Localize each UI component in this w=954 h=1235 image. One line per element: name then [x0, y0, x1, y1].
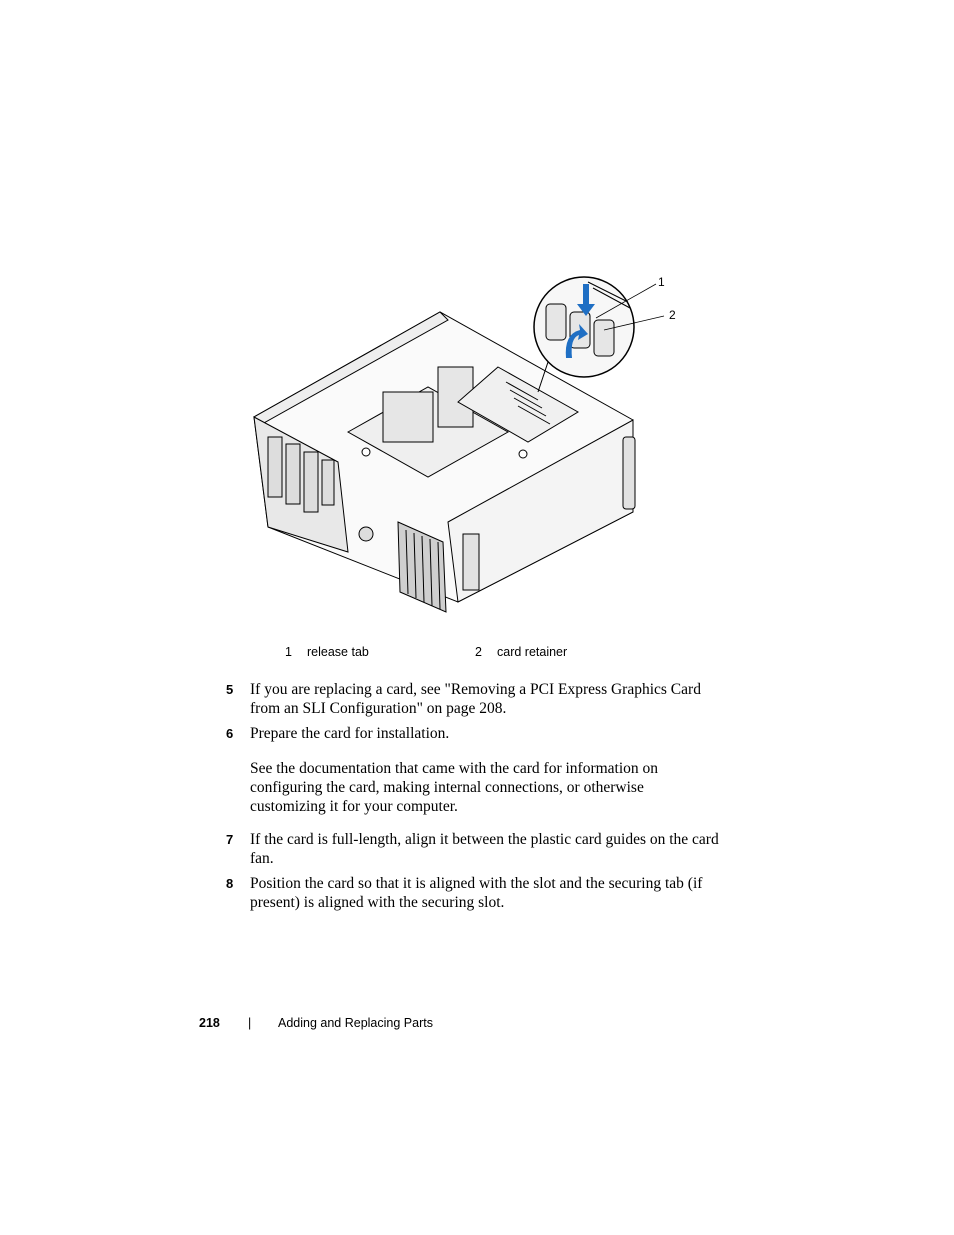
legend-item-card-retainer — [475, 645, 567, 659]
callout-number-2: 2 — [669, 308, 676, 322]
step-text: Prepare the card for installation. — [250, 725, 450, 742]
legend-number: 1 — [285, 645, 292, 659]
section-title: Adding and Replacing Parts — [278, 1016, 433, 1030]
step-7 — [226, 830, 726, 868]
step-number: 7 — [226, 832, 234, 847]
page-number: 218 — [199, 1016, 220, 1030]
step-text: If the card is full-length, align it between the plastic card guides on the card fan. — [250, 831, 719, 867]
legend-label: release tab — [307, 645, 369, 659]
step-text: Position the card so that it is aligned with the slot and the securing tab (if present) is aligned with the securing slot. — [250, 875, 703, 911]
callout-number-1: 1 — [658, 275, 665, 289]
legend-number: 2 — [475, 645, 482, 659]
step-text: If you are replacing a card, see "Removing a PCI Express Graphics Card from an SLI Configuration" on page 208. — [250, 681, 701, 717]
instruction-steps — [226, 680, 726, 918]
computer-chassis-illustration — [248, 272, 688, 622]
step-number: 6 — [226, 726, 234, 741]
chassis-drawing — [248, 272, 688, 622]
footer-separator: | — [248, 1016, 252, 1030]
step-number: 8 — [226, 876, 234, 891]
detail-inset — [534, 277, 634, 377]
step-6-paragraph: See the documentation that came with the card for information on configuring the card, making internal connections, or otherwise customizing it for your computer. — [250, 760, 659, 815]
step-5 — [226, 680, 726, 718]
legend-label: card retainer — [497, 645, 568, 659]
step-number: 5 — [226, 682, 234, 697]
legend-item-release-tab — [285, 645, 369, 659]
step-8 — [226, 874, 726, 912]
step-6 — [226, 724, 726, 743]
